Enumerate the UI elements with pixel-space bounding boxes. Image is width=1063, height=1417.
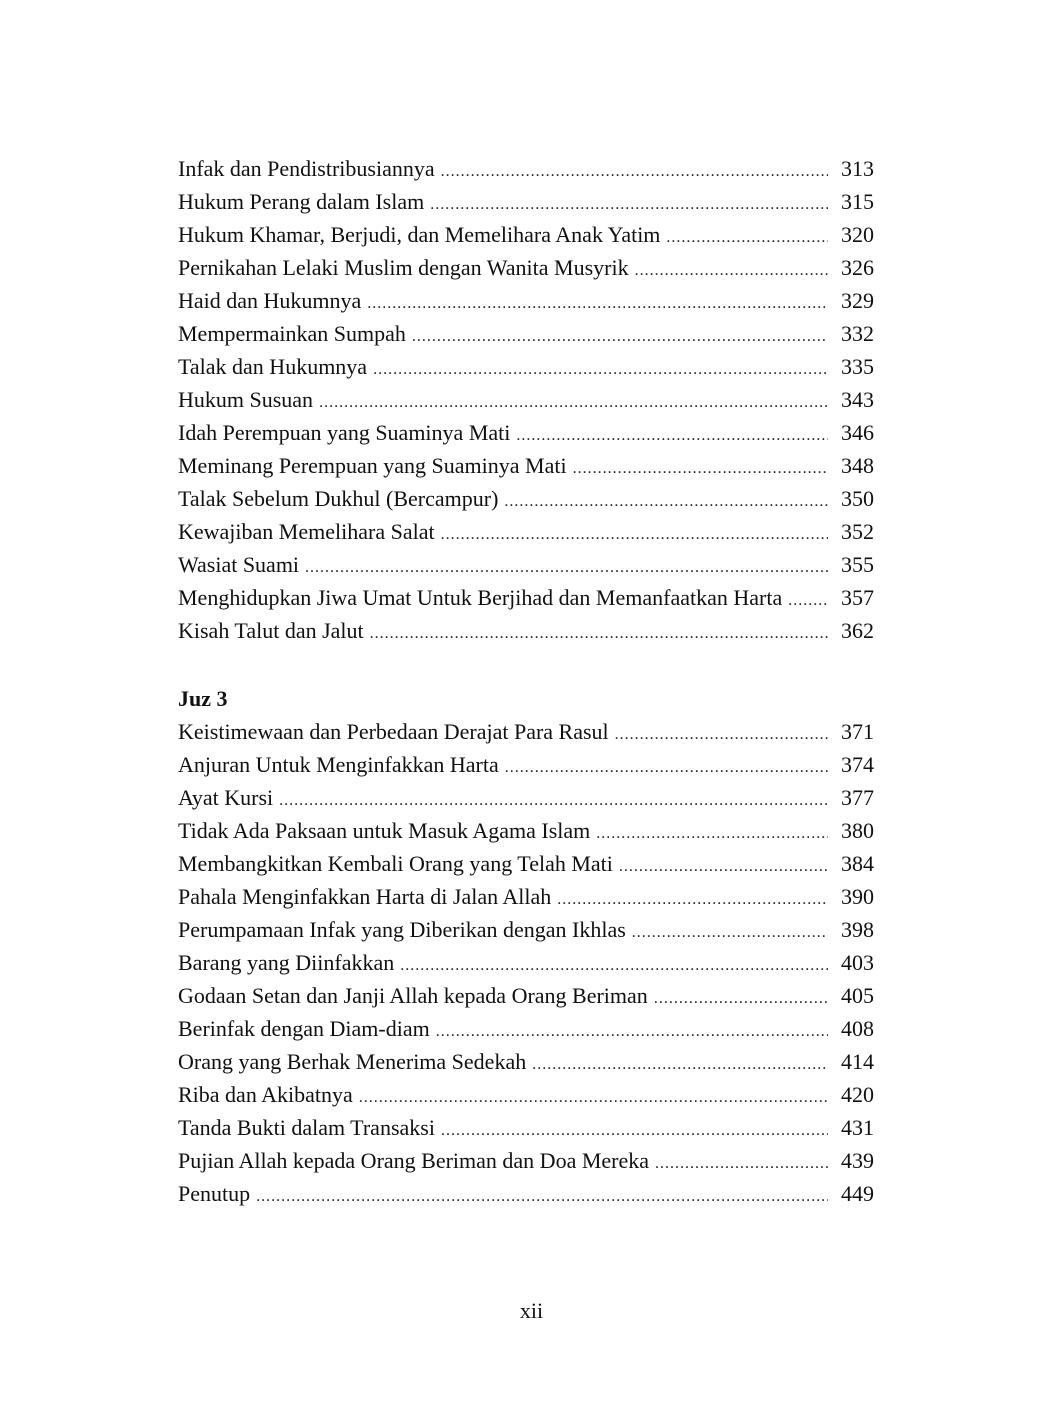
toc-entry-title: Membangkitkan Kembali Orang yang Telah Mati: [178, 851, 613, 876]
toc-entry-page: 431: [841, 1115, 874, 1140]
toc-entry-page: 371: [841, 719, 874, 744]
toc-entry-page: 414: [841, 1049, 874, 1074]
toc-entry[interactable]: [178, 515, 874, 548]
leader-dots: [279, 781, 828, 817]
toc-entry-page: 408: [841, 1016, 874, 1041]
toc-entry-title: Tidak Ada Paksaan untuk Masuk Agama Islam: [178, 818, 591, 843]
leader-dots: [436, 1012, 828, 1048]
toc-entry[interactable]: [178, 946, 874, 979]
toc-entry[interactable]: [178, 781, 874, 814]
toc-entry-page: 374: [841, 752, 874, 777]
leader-dots: [441, 1111, 828, 1147]
toc-entry-page: 377: [841, 785, 874, 810]
toc-entry-page: 390: [841, 884, 874, 909]
leader-dots: [367, 284, 828, 320]
toc-entry[interactable]: [178, 1111, 874, 1144]
toc-entry-title: Talak dan Hukumnya: [178, 354, 368, 379]
toc-entry[interactable]: [178, 581, 874, 614]
toc-entry-title: Kisah Talut dan Jalut: [178, 618, 364, 643]
toc-entry-title: Pujian Allah kepada Orang Beriman dan Doa Mereka: [178, 1148, 650, 1173]
leader-dots: [654, 979, 828, 1015]
toc-entry[interactable]: [178, 218, 874, 251]
leader-dots: [370, 614, 828, 650]
leader-dots: [557, 880, 828, 916]
toc-entry-title: Ayat Kursi: [178, 785, 274, 810]
toc-entry-page: 335: [841, 354, 874, 379]
toc-entry-title: Orang yang Berhak Menerima Sedekah: [178, 1049, 527, 1074]
leader-dots: [400, 946, 828, 982]
leader-dots: [619, 847, 828, 883]
leader-dots: [256, 1177, 828, 1213]
toc-entry[interactable]: [178, 1045, 874, 1078]
leader-dots: [319, 383, 828, 419]
leader-dots: [373, 350, 828, 386]
toc-entry-page: 320: [841, 222, 874, 247]
toc-entry-title: Wasiat Suami: [178, 552, 300, 577]
toc-entry-title: Berinfak dengan Diam-diam: [178, 1016, 430, 1041]
toc-entry-page: 343: [841, 387, 874, 412]
toc-entry-page: 350: [841, 486, 874, 511]
toc-entry[interactable]: [178, 1078, 874, 1111]
leader-dots: [635, 251, 828, 287]
toc-entry-title: Hukum Susuan: [178, 387, 314, 412]
toc-entry-title: Tanda Bukti dalam Transaksi: [178, 1115, 435, 1140]
toc-entry[interactable]: [178, 1144, 874, 1177]
leader-dots: [516, 416, 828, 452]
toc-entry-title: Meminang Perempuan yang Suaminya Mati: [178, 453, 567, 478]
toc-entry-title: Infak dan Pendistribusiannya: [178, 156, 435, 181]
toc-entry[interactable]: [178, 482, 874, 515]
leader-dots: [632, 913, 828, 949]
toc-entry-page: 326: [841, 255, 874, 280]
toc-entry[interactable]: [178, 880, 874, 913]
toc-entry-page: 315: [841, 189, 874, 214]
toc-entry[interactable]: [178, 251, 874, 284]
toc-list-part1: [178, 152, 874, 647]
toc-entry[interactable]: [178, 350, 874, 383]
toc-entry[interactable]: [178, 979, 874, 1012]
toc-entry-title: Pahala Menginfakkan Harta di Jalan Allah: [178, 884, 552, 909]
toc-entry-page: 362: [841, 618, 874, 643]
leader-dots: [573, 449, 828, 485]
toc-entry[interactable]: [178, 548, 874, 581]
leader-dots: [504, 482, 828, 518]
leader-dots: [615, 715, 828, 751]
toc-entry-title: Haid dan Hukumnya: [178, 288, 362, 313]
toc-entry-title: Anjuran Untuk Menginfakkan Harta: [178, 752, 499, 777]
toc-entry[interactable]: [178, 614, 874, 647]
page-number: xii: [519, 1298, 544, 1323]
toc-entry-title: Barang yang Diinfakkan: [178, 950, 395, 975]
toc-entry-page: 384: [841, 851, 874, 876]
toc-entry[interactable]: [178, 449, 874, 482]
toc-entry-page: 449: [841, 1181, 874, 1206]
toc-entry[interactable]: [178, 748, 874, 781]
leader-dots: [412, 317, 828, 353]
toc-list-part2: [178, 682, 874, 1210]
toc-entry-page: 357: [841, 585, 874, 610]
toc-entry[interactable]: [178, 913, 874, 946]
section-heading: Juz 3: [178, 686, 228, 711]
toc-entry-title: Godaan Setan dan Janji Allah kepada Orang Beriman: [178, 983, 648, 1008]
toc-entry[interactable]: [178, 185, 874, 218]
toc-entry-page: 313: [841, 156, 874, 181]
leader-dots: [596, 814, 828, 850]
toc-entry-title: Riba dan Akibatnya: [178, 1082, 353, 1107]
toc-entry-title: Mempermainkan Sumpah: [178, 321, 406, 346]
toc-entry-page: 348: [841, 453, 874, 478]
leader-dots: [788, 581, 828, 617]
toc-entry[interactable]: [178, 317, 874, 350]
toc-entry-title: Penutup: [178, 1181, 251, 1206]
toc-entry[interactable]: [178, 1012, 874, 1045]
toc-entry-page: 420: [841, 1082, 874, 1107]
toc-entry-page: 346: [841, 420, 874, 445]
leader-dots: [441, 515, 828, 551]
toc-entry[interactable]: [178, 416, 874, 449]
toc-entry-page: 380: [841, 818, 874, 843]
leader-dots: [666, 218, 828, 254]
toc-entry-page: 332: [841, 321, 874, 346]
toc-entry-title: Perumpamaan Infak yang Diberikan dengan Ikhlas: [178, 917, 626, 942]
toc-entry-page: 329: [841, 288, 874, 313]
toc-entry-title: Hukum Khamar, Berjudi, dan Memelihara Anak Yatim: [178, 222, 661, 247]
leader-dots: [532, 1045, 828, 1081]
toc-entry-page: 352: [841, 519, 874, 544]
toc-entry-title: Keistimewaan dan Perbedaan Derajat Para Rasul: [178, 719, 609, 744]
toc-entry-page: 405: [841, 983, 874, 1008]
toc-entry-title: Menghidupkan Jiwa Umat Untuk Berjihad dan Memanfaatkan Harta: [178, 585, 783, 610]
toc-entry[interactable]: [178, 1177, 874, 1210]
toc-entry[interactable]: [178, 383, 874, 416]
leader-dots: [441, 152, 828, 188]
leader-dots: [305, 548, 828, 584]
toc-entry-title: Idah Perempuan yang Suaminya Mati: [178, 420, 511, 445]
toc-entry-title: Kewajiban Memelihara Salat: [178, 519, 435, 544]
toc-entry-title: Talak Sebelum Dukhul (Bercampur): [178, 486, 499, 511]
leader-dots: [359, 1078, 828, 1114]
toc-entry[interactable]: [178, 152, 874, 185]
toc-entry-page: 355: [841, 552, 874, 577]
toc-entry-title: Pernikahan Lelaki Muslim dengan Wanita Musyrik: [178, 255, 629, 280]
toc-entry-page: 398: [841, 917, 874, 942]
leader-dots: [505, 748, 828, 784]
toc-entry-page: 403: [841, 950, 874, 975]
leader-dots: [655, 1144, 828, 1180]
toc-entry-page: 439: [841, 1148, 874, 1173]
toc-entry[interactable]: [178, 715, 874, 748]
toc-entry[interactable]: [178, 284, 874, 317]
leader-dots: [430, 185, 828, 221]
toc-entry[interactable]: [178, 847, 874, 880]
toc-entry[interactable]: [178, 814, 874, 847]
toc-entry-title: Hukum Perang dalam Islam: [178, 189, 425, 214]
